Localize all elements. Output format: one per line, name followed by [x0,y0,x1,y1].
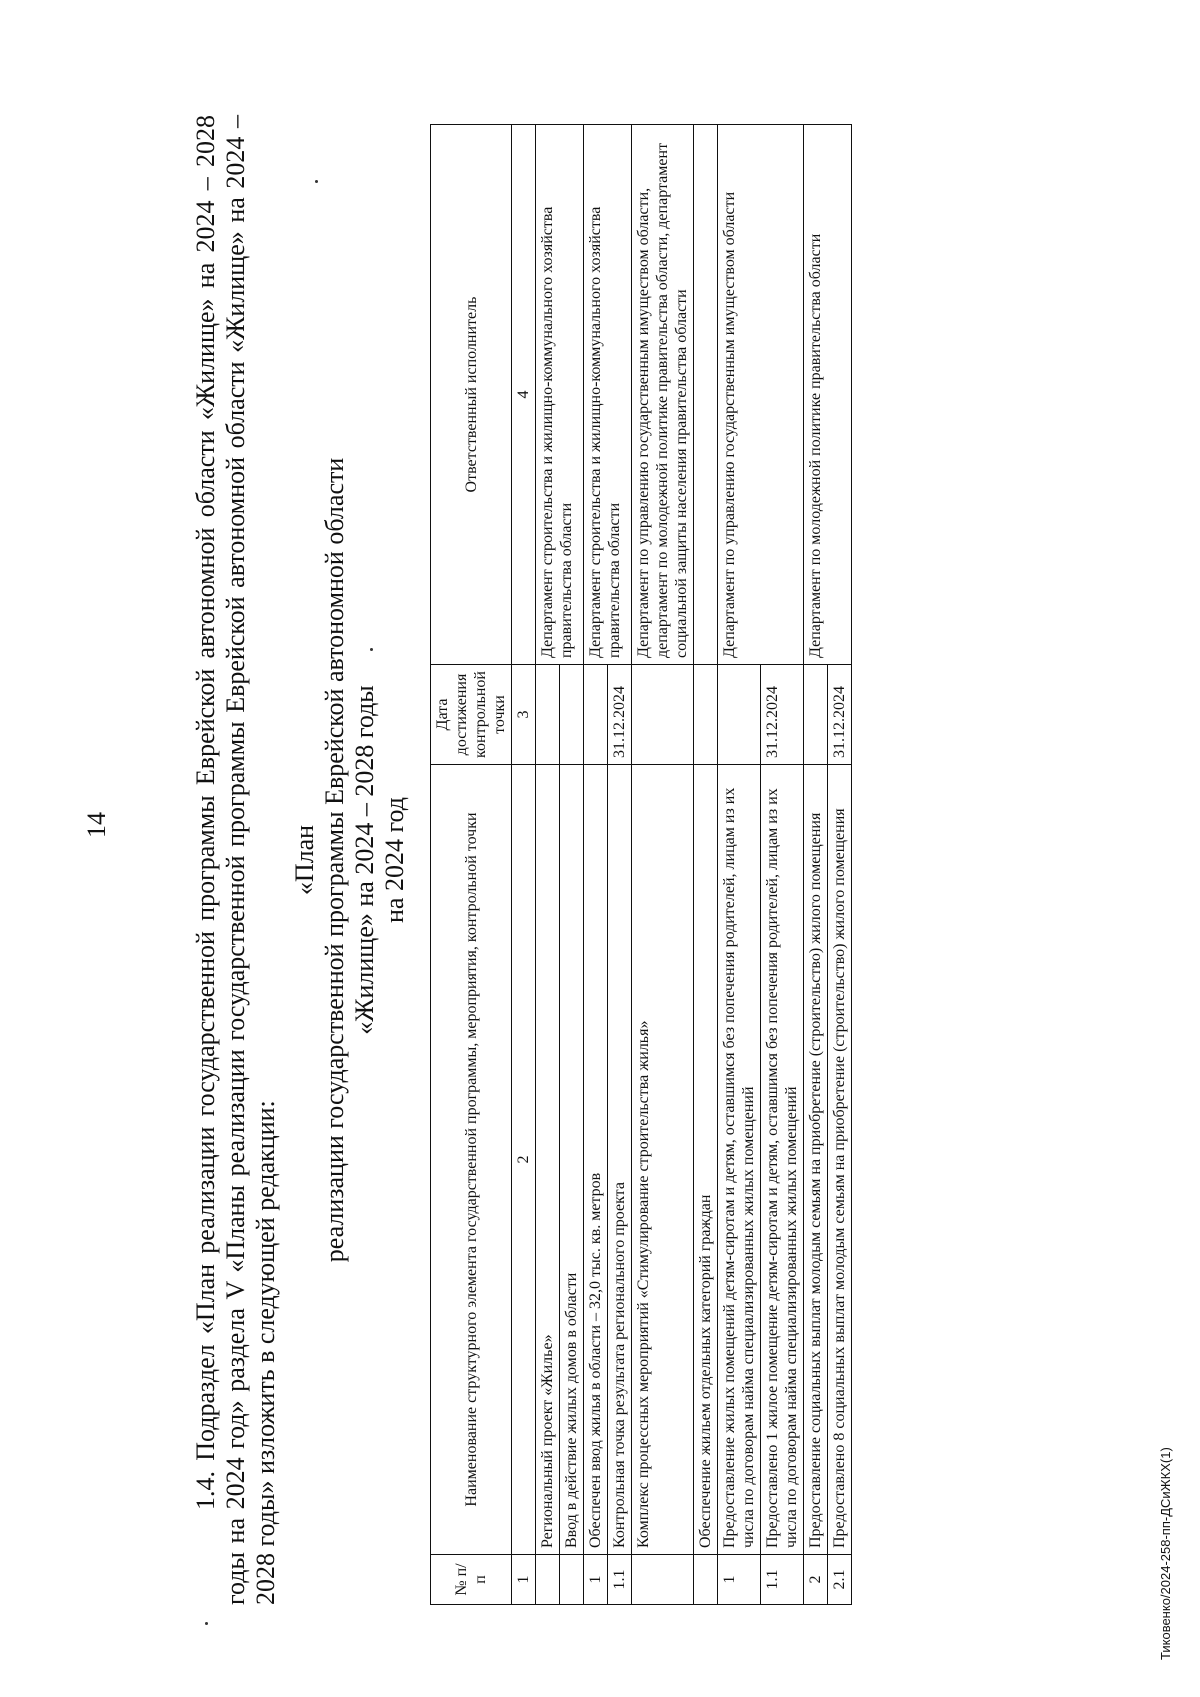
heading-line-1: «План [290,824,319,896]
footer-document-code: Тиковенко/2024-258-пп-ДСиЖКХ(1) [1158,1447,1173,1660]
row-num [536,1555,560,1605]
row-responsible: Департамент строительства и жилищно-коммунального хозяйства правительства области [584,125,632,665]
row-date [584,665,608,765]
row-name: Обеспечен ввод жилья в области – 32,0 тыс. кв. метров [584,765,608,1555]
row-date [694,665,718,765]
header-name: Наименование структурного элемента государственной программы, мероприятия, контрольной точки [431,765,512,1555]
row-name: Предоставление жилых помещений детям-сиротам и детям, оставшимся без попечения родителей, лицам из их числа по договорам найма специализированных жилых помещений [718,765,761,1555]
column-number: 1 [512,1555,536,1605]
row-date [804,665,828,765]
table-row [632,125,694,1605]
row-num [694,1555,718,1605]
heading-line-3: «Жилище» на 2024 – 2028 годы [350,685,379,1035]
column-number: 2 [512,765,536,1555]
row-num: 1 [584,1555,608,1605]
column-number-row [512,125,536,1605]
table-header-row [431,125,512,1605]
table-row [584,125,608,1605]
row-name: Предоставлено 1 жилое помещение детям-сиротам и детям, оставшимся без попечения родителей, лицам из их числа по договорам найма специализированных жилых помещений [761,765,804,1555]
row-date [536,665,560,765]
row-name: Региональный проект «Жилье» [536,765,560,1555]
row-date: 31.12.2024 [761,665,804,765]
scan-speck [315,180,318,183]
table-row [694,125,718,1605]
scan-speck [370,648,373,651]
row-num: 1.1 [608,1555,632,1605]
row-date [718,665,761,765]
row-date [632,665,694,765]
row-name: Предоставление социальных выплат молодым семьям на приобретение (строительство) жилого помещения [804,765,828,1555]
plan-table [430,124,852,1605]
row-name: Контрольная точка результата регионального проекта [608,765,632,1555]
row-date [560,665,584,765]
row-name: Предоставлено 8 социальных выплат молодым семьям на приобретение (строительство) жилого помещения [828,765,852,1555]
row-num: 2.1 [828,1555,852,1605]
header-responsible: Ответственный исполнитель [431,125,512,665]
row-num: 1 [718,1555,761,1605]
row-responsible: Департамент по молодежной политике правительства области [804,125,852,665]
intro-paragraph: 1.4. Подраздел «План реализации государственной программы Еврейской автономной области «Жилище» на 2024 – 2028 годы на 2024 год» раздела V «Планы реализации государственной программы Еврейской автономной области «Жилище» на 2024 – 2028 годы» изложить в следующей редакции: [191,115,280,1605]
table-row [804,125,828,1605]
row-date: 31.12.2024 [608,665,632,765]
row-num [632,1555,694,1605]
header-num: № п/п [431,1555,512,1605]
table-row [718,125,761,1605]
table-row [536,125,560,1605]
row-num [560,1555,584,1605]
row-responsible: Департамент по управлению государственным имуществом области [718,125,804,665]
row-responsible: Департамент по управлению государственным имуществом области, департамент по молодежной политике правительства области, департамент социальной защиты населения правительства области [632,125,694,665]
row-name: Обеспечение жильем отдельных категорий граждан [694,765,718,1555]
row-date: 31.12.2024 [828,665,852,765]
row-name: Ввод в действие жилых домов в области [560,765,584,1555]
row-responsible: Департамент строительства и жилищно-коммунального хозяйства правительства области [536,125,584,665]
row-name: Комплекс процессных мероприятий «Стимулирование строительства жилья» [632,765,694,1555]
row-num: 2 [804,1555,828,1605]
header-date: Дата достижения контрольной точки [431,665,512,765]
plan-heading [290,115,410,1605]
column-number: 3 [512,665,536,765]
row-responsible [694,125,718,665]
heading-line-2: реализации государственной программы Еврейской автономной области [320,457,349,1263]
rotated-content [130,25,1200,1605]
column-number: 4 [512,125,536,665]
scan-speck [205,1622,208,1625]
heading-line-4: на 2024 год [380,797,409,923]
row-num: 1.1 [761,1555,804,1605]
page-number: 14 [82,812,111,838]
